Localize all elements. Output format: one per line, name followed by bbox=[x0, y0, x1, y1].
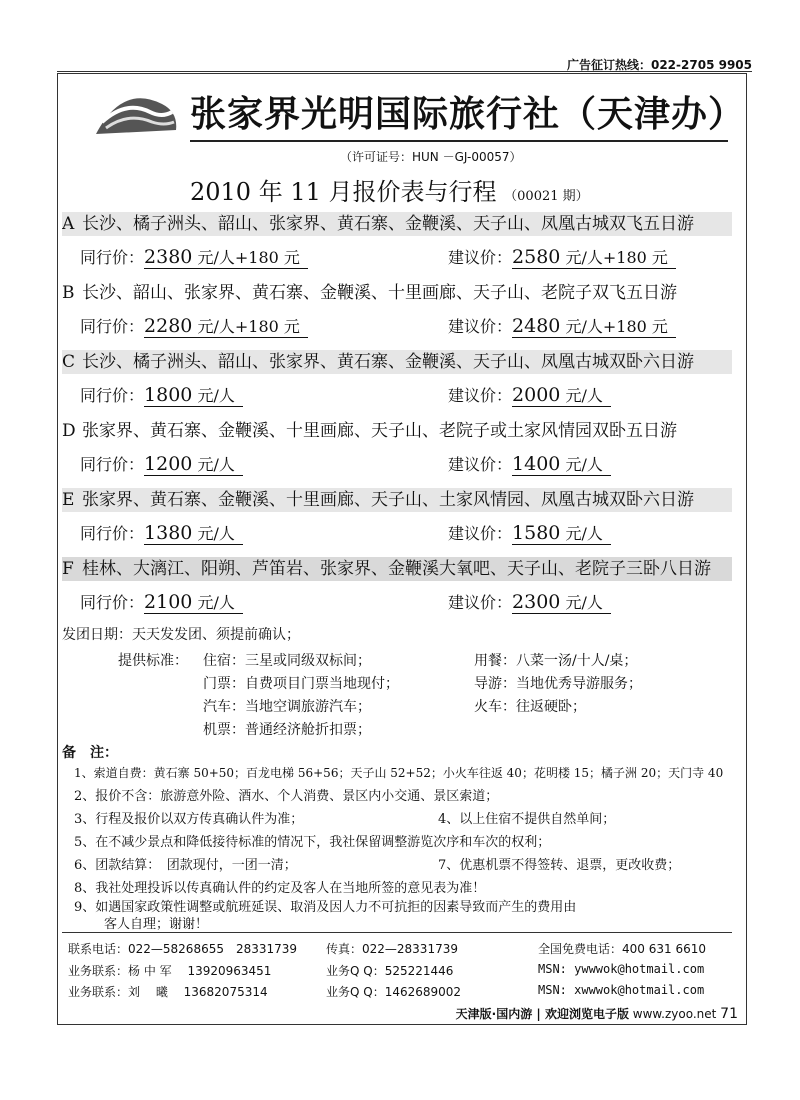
footer-section: 天津版·国内游 | 欢迎浏览电子版 bbox=[455, 1007, 629, 1021]
footer-site: www.zyoo.net bbox=[632, 1007, 717, 1021]
title-main: 2010 年 11 月报价表与行程 bbox=[190, 178, 497, 206]
suggested-price-f: 建议价：2300 元/人 bbox=[448, 590, 611, 614]
route-e bbox=[62, 488, 732, 512]
peer-price-f: 同行价：2100 元/人 bbox=[80, 590, 243, 614]
contact-qq-2: 业务Q Q：1462689002 bbox=[326, 985, 462, 999]
company-underline bbox=[190, 140, 728, 142]
route-a bbox=[62, 212, 732, 236]
standards-label: 提供标准： bbox=[118, 653, 188, 669]
contact-fax: 传真：022—28331739 bbox=[326, 942, 458, 956]
contact-tollfree: 全国免费电话：400 631 6610 bbox=[538, 942, 706, 956]
note-1: 1、索道自费：黄石寨 50+50；百龙电梯 56+56；天子山 52+52；小火车往返 40；花明楼 15；橘子洲 20；天门寺 40 bbox=[74, 766, 724, 780]
route-letter: B bbox=[62, 283, 75, 303]
page-title bbox=[190, 172, 589, 207]
page-number: 71 bbox=[720, 1006, 738, 1022]
suggested-price-a: 建议价：2580 元/人+180 元 bbox=[448, 245, 676, 269]
route-letter: A bbox=[62, 214, 75, 234]
contact-biz-1: 业务联系：杨 中 军 13920963451 bbox=[68, 964, 272, 978]
note-8: 8、我社处理投诉以传真确认件的约定及客人在当地所签的意见表为准！ bbox=[74, 881, 486, 896]
route-letter: C bbox=[62, 352, 76, 372]
contact-biz-2: 业务联系：刘 曦 13682075314 bbox=[68, 985, 268, 999]
standard-ticket: 门票：自费项目门票当地现付； bbox=[203, 676, 399, 692]
standard-air: 机票：普通经济舱折扣票； bbox=[203, 722, 371, 738]
note-3: 3、行程及报价以双方传真确认件为准； bbox=[74, 812, 304, 827]
peer-price-a: 同行价：2380 元/人+180 元 bbox=[80, 245, 308, 269]
route-name: 张家界、黄石寨、金鞭溪、十里画廊、天子山、土家风情园、凤凰古城双卧六日游 bbox=[82, 490, 694, 510]
route-letter: D bbox=[62, 421, 76, 441]
route-d bbox=[62, 419, 732, 443]
contact-msn-1: MSN: ywwwok@hotmail.com bbox=[538, 962, 705, 976]
logo-text: GMITS bbox=[96, 132, 141, 145]
contact-qq-1: 业务Q Q：525221446 bbox=[326, 964, 454, 978]
suggested-price-e: 建议价：1580 元/人 bbox=[448, 521, 611, 545]
note-7: 7、优惠机票不得签转、退票，更改收费； bbox=[438, 858, 681, 873]
route-b bbox=[62, 281, 732, 305]
route-c bbox=[62, 350, 732, 374]
note-6: 6、团款结算： 团款现付，一团一清； bbox=[74, 858, 297, 873]
departure-date: 发团日期：天天发发团、须提前确认； bbox=[62, 627, 300, 643]
standard-stay: 住宿：三星或同级双标间； bbox=[203, 653, 371, 669]
note-9: 9、如遇国家政策性调整或航班延误、取消及因人力不可抗拒的因素导致而产生的费用由 bbox=[74, 900, 577, 915]
top-divider bbox=[57, 71, 752, 72]
notes-title: 备 注： bbox=[62, 745, 118, 761]
company-name: 张家界光明国际旅行社（天津办） bbox=[190, 94, 746, 135]
route-letter: F bbox=[62, 559, 74, 579]
ad-hotline: 广告征订热线：022-2705 9905 bbox=[566, 58, 752, 72]
title-issue: （00021 期） bbox=[504, 189, 589, 204]
note-4: 4、以上住宿不提供自然单间； bbox=[438, 812, 616, 827]
note-9-cont: 客人自理；谢谢！ bbox=[104, 917, 209, 932]
suggested-price-d: 建议价：1400 元/人 bbox=[448, 452, 611, 476]
suggested-price-b: 建议价：2480 元/人+180 元 bbox=[448, 314, 676, 338]
contacts-divider bbox=[62, 932, 732, 933]
standard-car: 汽车：当地空调旅游汽车； bbox=[203, 699, 371, 715]
route-letter: E bbox=[62, 490, 75, 510]
standard-meal: 用餐：八菜一汤/十人/桌； bbox=[474, 653, 638, 669]
route-name: 长沙、橘子洲头、韶山、张家界、黄石寨、金鞭溪、天子山、凤凰古城双卧六日游 bbox=[82, 352, 694, 372]
suggested-price-c: 建议价：2000 元/人 bbox=[448, 383, 611, 407]
license-number: （许可证号：HUN －GJ-00057） bbox=[340, 150, 522, 164]
route-name: 长沙、韶山、张家界、黄石寨、金鞭溪、十里画廊、天子山、老院子双飞五日游 bbox=[82, 283, 677, 303]
standard-guide: 导游：当地优秀导游服务； bbox=[474, 676, 642, 692]
page-footer bbox=[456, 1005, 738, 1022]
peer-price-b: 同行价：2280 元/人+180 元 bbox=[80, 314, 308, 338]
route-f bbox=[62, 557, 732, 581]
peer-price-c: 同行价：1800 元/人 bbox=[80, 383, 243, 407]
contact-msn-2: MSN: xwwwok@hotmail.com bbox=[538, 983, 705, 997]
note-5: 5、在不减少景点和降低接待标准的情况下，我社保留调整游览次序和车次的权利； bbox=[74, 835, 551, 850]
note-2: 2、报价不含：旅游意外险、酒水、个人消费、景区内小交通、景区索道； bbox=[74, 789, 499, 804]
standard-train: 火车：往返硬卧； bbox=[474, 699, 586, 715]
peer-price-d: 同行价：1200 元/人 bbox=[80, 452, 243, 476]
contact-phone: 联系电话：022—58268655 28331739 bbox=[68, 942, 298, 956]
peer-price-e: 同行价：1380 元/人 bbox=[80, 521, 243, 545]
route-name: 张家界、黄石寨、金鞭溪、十里画廊、天子山、老院子或土家风情园双卧五日游 bbox=[82, 421, 677, 441]
route-name: 桂林、大漓江、阳朔、芦笛岩、张家界、金鞭溪大氧吧、天子山、老院子三卧八日游 bbox=[82, 559, 711, 579]
route-name: 长沙、橘子洲头、韶山、张家界、黄石寨、金鞭溪、天子山、凤凰古城双飞五日游 bbox=[82, 214, 694, 234]
